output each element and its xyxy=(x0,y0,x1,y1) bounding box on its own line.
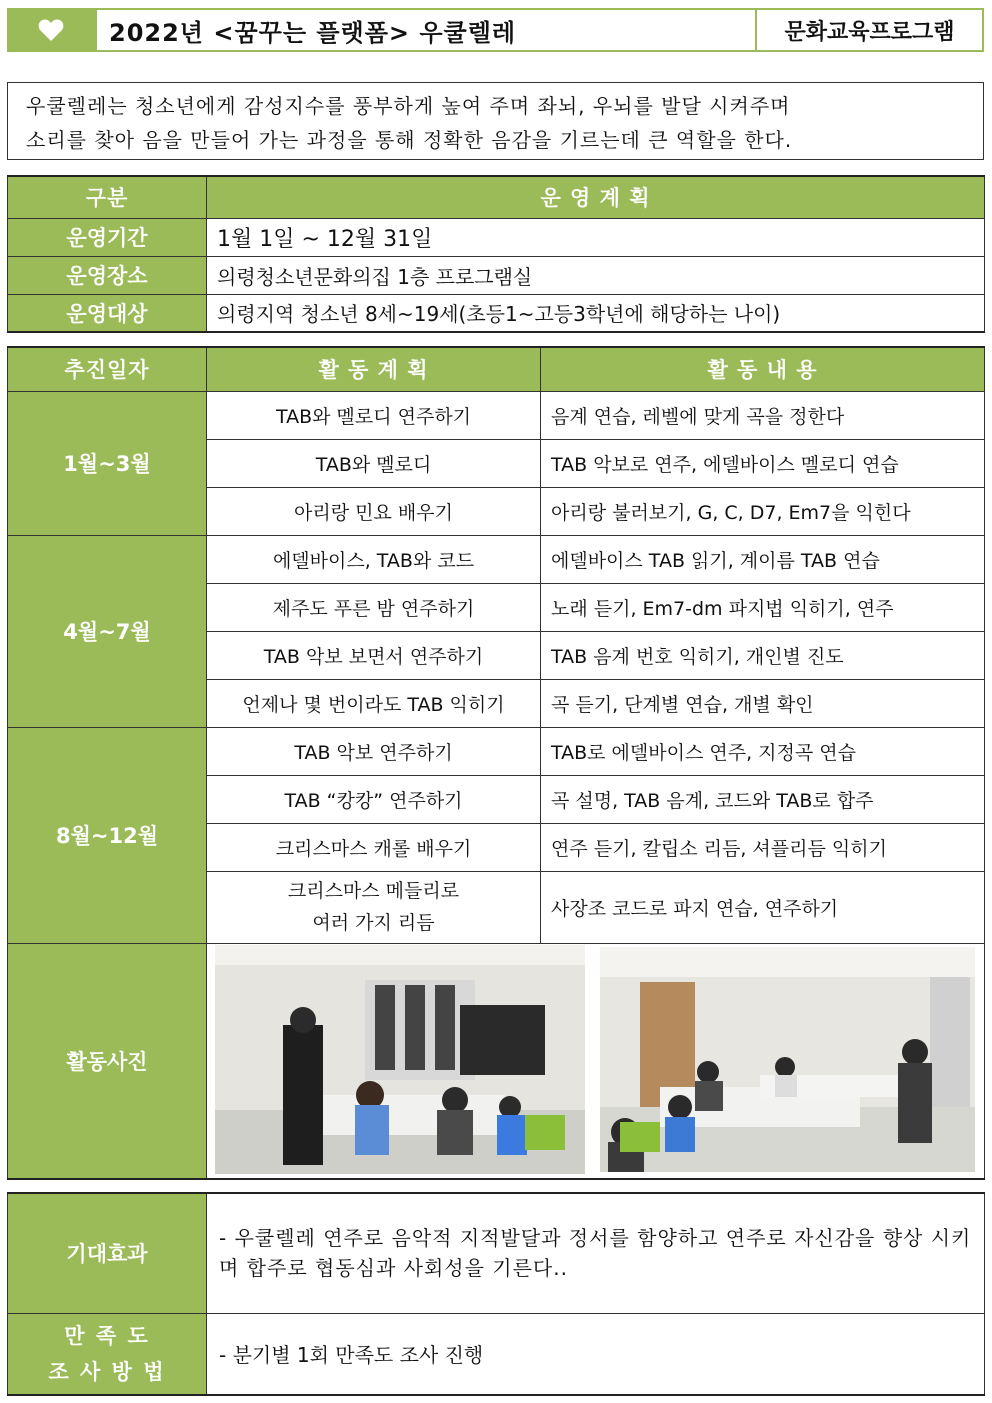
heart-icon xyxy=(7,8,95,52)
intro-line: 우쿨렐레는 청소년에게 감성지수를 풍부하게 높여 주며 좌뇌, 우뇌를 발달 시켜주며 xyxy=(26,94,791,118)
content-cell: 곡 듣기, 단계별 연습, 개별 확인 xyxy=(541,679,985,727)
plan-label: 운영대상 xyxy=(8,294,207,332)
activity-photo xyxy=(215,945,585,1174)
intro-line: 소리를 찾아 음을 만들어 가는 과정을 통해 정확한 음감을 기르는데 큰 역할을 한다. xyxy=(26,128,793,152)
plan-cell: 언제나 몇 번이라도 TAB 익히기 xyxy=(207,679,541,727)
period-cell: 8월~12월 xyxy=(8,727,207,943)
survey-label-line: 만 족 도 xyxy=(64,1323,150,1348)
content-cell: TAB 음계 번호 익히기, 개인별 진도 xyxy=(541,631,985,679)
content-cell: TAB 악보로 연주, 에델바이스 멜로디 연습 xyxy=(541,439,985,487)
plan-cell: TAB와 멜로디 연주하기 xyxy=(207,391,541,439)
content-cell: 곡 설명, TAB 음계, 코드와 TAB로 합주 xyxy=(541,775,985,823)
effects-text: - 우쿨렐레 연주로 음악적 지적발달과 정서를 함양하고 연주로 자신감을 향상 시키며 합주로 협동심과 사회성을 기른다.. xyxy=(207,1193,985,1313)
plan-value: 의령청소년문화의집 1층 프로그램실 xyxy=(207,256,985,294)
plan-cell: 크리스마스 메들리로 여러 가지 리듬 xyxy=(207,871,541,943)
survey-label-line: 조 사 방 법 xyxy=(48,1359,166,1384)
effects-label: 기대효과 xyxy=(8,1193,207,1313)
content-cell: 연주 듣기, 칼립소 리듬, 셔플리듬 익히기 xyxy=(541,823,985,871)
plan-header-label: 구분 xyxy=(8,176,207,218)
effects-table xyxy=(7,1192,985,1396)
content-cell: 에델바이스 TAB 읽기, 계이름 TAB 연습 xyxy=(541,535,985,583)
content-cell: 음계 연습, 레벨에 맞게 곡을 정한다 xyxy=(541,391,985,439)
program-category: 문화교육프로그램 xyxy=(757,10,982,50)
schedule-header-plan: 활 동 계 획 xyxy=(207,347,541,391)
plan-cell: 아리랑 민요 배우기 xyxy=(207,487,541,535)
content-cell: 아리랑 불러보기, G, C, D7, Em7을 익힌다 xyxy=(541,487,985,535)
plan-table xyxy=(7,175,985,333)
plan-cell: 제주도 푸른 밤 연주하기 xyxy=(207,583,541,631)
plan-value: 1월 1일 ~ 12월 31일 xyxy=(207,218,985,256)
content-cell: 노래 듣기, Em7-dm 파지법 익히기, 연주 xyxy=(541,583,985,631)
content-cell: 사장조 코드로 파지 연습, 연주하기 xyxy=(541,871,985,943)
schedule-header-period: 추진일자 xyxy=(8,347,207,391)
plan-cell: 크리스마스 캐롤 배우기 xyxy=(207,823,541,871)
plan-value: 의령지역 청소년 8세~19세(초등1~고등3학년에 해당하는 나이) xyxy=(207,294,985,332)
plan-cell: 에델바이스, TAB와 코드 xyxy=(207,535,541,583)
plan-cell: TAB “캉캉” 연주하기 xyxy=(207,775,541,823)
activity-photo xyxy=(600,947,975,1172)
photos-label: 활동사진 xyxy=(8,943,207,1179)
survey-text: - 분기별 1회 만족도 조사 진행 xyxy=(207,1313,985,1395)
plan-label: 운영기간 xyxy=(8,218,207,256)
schedule-header-content: 활 동 내 용 xyxy=(541,347,985,391)
plan-header-value: 운 영 계 획 xyxy=(207,176,985,218)
plan-cell: TAB 악보 연주하기 xyxy=(207,727,541,775)
content-cell: TAB로 에델바이스 연주, 지정곡 연습 xyxy=(541,727,985,775)
page-title: 2022년 <꿈꾸는 플랫폼> 우쿨렐레 xyxy=(97,10,755,50)
intro-box xyxy=(7,82,984,160)
plan-cell: TAB 악보 보면서 연주하기 xyxy=(207,631,541,679)
period-cell: 1월~3월 xyxy=(8,391,207,535)
period-cell: 4월~7월 xyxy=(8,535,207,727)
plan-cell: TAB와 멜로디 xyxy=(207,439,541,487)
survey-label xyxy=(8,1313,207,1395)
plan-label: 운영장소 xyxy=(8,256,207,294)
